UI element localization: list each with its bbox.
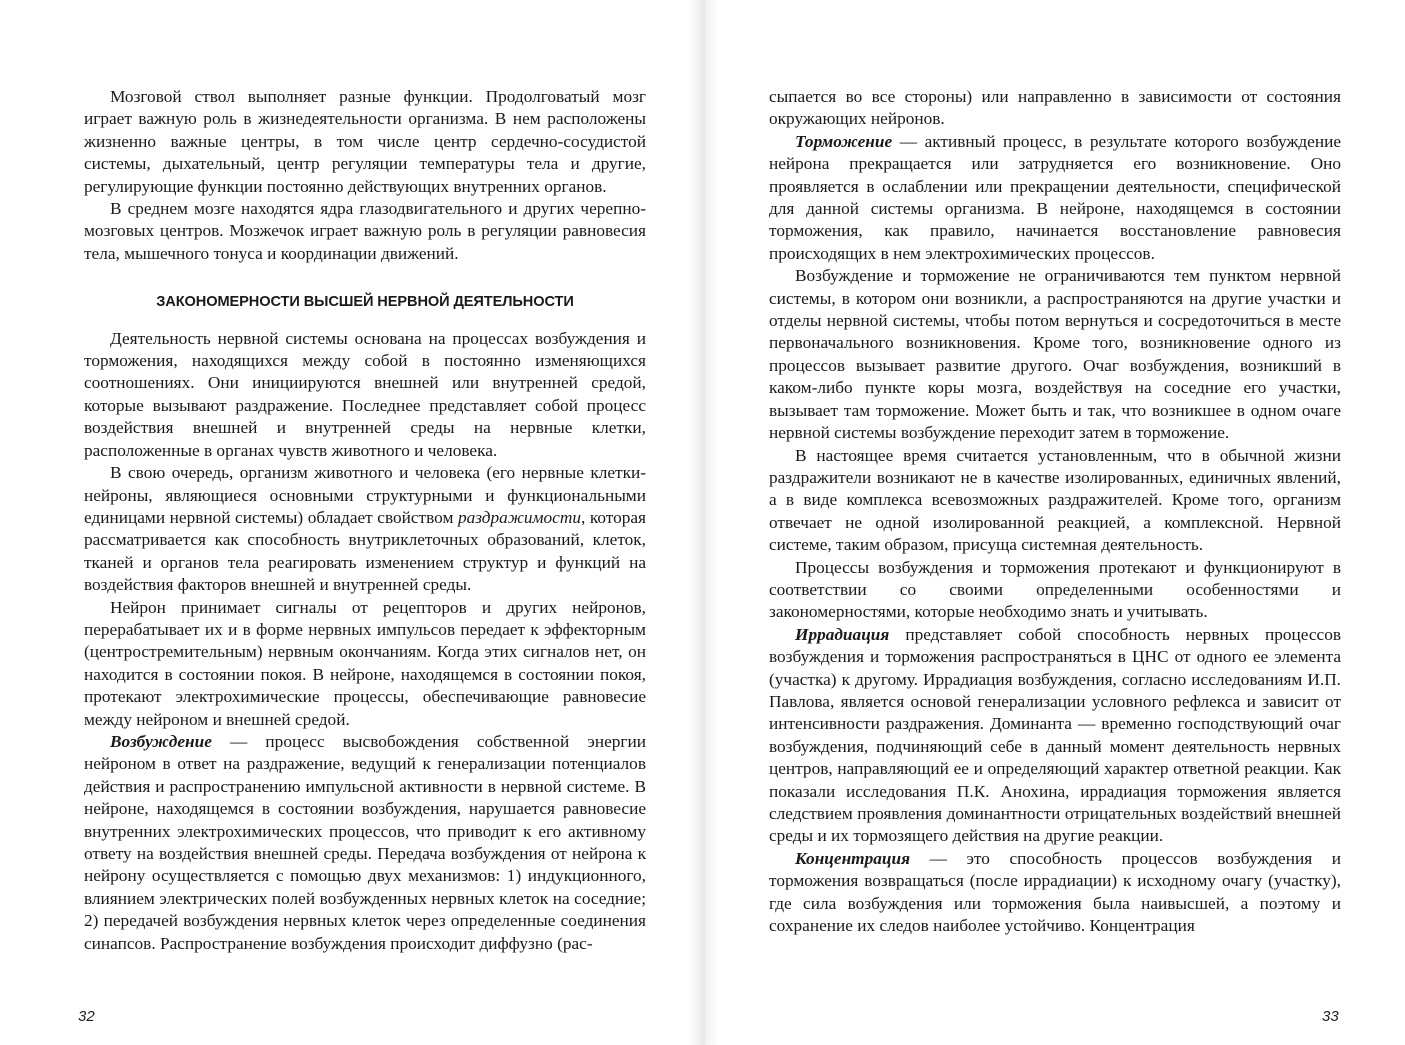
term-excitation: Возбуждение bbox=[110, 731, 212, 751]
paragraph-continuation: сыпается во все стороны) или направленно в зависимости от состояния окружающих нейронов. bbox=[769, 87, 1341, 129]
paragraph-spreading: Возбуждение и торможение не ограничиваются тем пунктом нервной системы, в котором они возникли, а распространяются на другие участки и отделы нервной системы, чтобы потом вернуться и сосредоточиться в месте первоначального возникновения. Кроме того, возникновение одного из процессов вызывает развитие другого. Очаг возбуждения, возникший в каком-либо пункте коры мозга, воздействуя на соседние его участки, вызывает там торможение. Может быть и так, что возникшее в одном очаге нервной системы возбуждение переходит затем в торможение. bbox=[769, 266, 1341, 443]
paragraph-inhibition bbox=[769, 131, 1341, 265]
book-gutter bbox=[688, 0, 718, 1045]
paragraph-complex-stimuli: В настоящее время считается установленным, что в обычной жизни раздражители возникают не в качестве изолированных, единичных явлений, а в виде комплекса всевозможных раздражителей. Кроме того, организм отвечает не одной изолированной реакцией, а комплексной. Нервной системе, таким образом, присуща системная деятельность. bbox=[769, 445, 1341, 555]
page-number-right: 33 bbox=[1322, 1008, 1339, 1025]
text-run: , которая рассматривается как способность внутриклеточных образований, клеток, тканей и органов тела реагировать изменением структур и функций на воздействия факторов внешней и внутренней среды. bbox=[84, 507, 647, 595]
paragraph-regularities: Процессы возбуждения и торможения протекают и функционируют в соответствии со своими определенными особенностями и закономерностями, которые необходимо знать и учитывать. bbox=[769, 557, 1341, 622]
page-number-left: 32 bbox=[78, 1008, 95, 1025]
paragraph-midbrain: В среднем мозге находятся ядра глазодвигательного и других черепно-мозговых центров. Мозжечок играет важную роль в регуляции равновесия тела, мышечного тонуса и координации движений. bbox=[84, 199, 646, 263]
paragraph-concentration bbox=[769, 848, 1341, 938]
term-irritability: раздражимости bbox=[457, 507, 581, 527]
paragraph-excitation bbox=[84, 731, 646, 955]
paragraph-irradiation bbox=[769, 624, 1341, 848]
term-irradiation: Иррадиация bbox=[795, 624, 890, 644]
text-run: — процесс высвобождения собственной энергии нейроном в ответ на раздражение, ведущий к генерализации потенциалов действия и распространению импульсной активности в нервной системе. В нейроне, находящемся в состоянии возбуждения, нарушается равновесие внутренних электрохимических процессов, что приводит к его активному ответу на воздействия внешней среды. Передача возбуждения от нейрона к нейрону осуществляется с помощью двух механизмов: 1) индукционного, влиянием электрических полей возбужденных нервных клеток на соседние; 2) передачей возбуждения нервных клеток через определенные соединения синапсов. Распространение возбуждения происходит диффузно (рас- bbox=[84, 731, 646, 953]
text-run: — активный процесс, в результате которого возбуждение нейрона прекращается или затрудняется его возникновение. Оно проявляется в ослаблении или прекращении деятельности, специфической для данной системы организма. В нейроне, находящемся в состоянии торможения, как правило, начинается восстановление равновесия происходящих в нем электрохимических процессов. bbox=[769, 131, 1341, 263]
text-run: представляет собой способность нервных процессов возбуждения и торможения распространяться в ЦНС от одного ее элемента (участка) к другому. Иррадиация возбуждения, согласно исследованиям И.П. Павлова, является основой генерализации условного рефлекса и зависит от интенсивности раздражения. Доминанта — временно господствующий очаг возбуждения, подчиняющий себе в данный момент деятельность нервных центров, направляющий ее и определяющий характер ответной реакции. Как показали исследования П.К. Анохина, иррадиация торможения является следствием проявления доминантности отрицательных воздействий внешней среды и их тормозящего действия на другие реакции. bbox=[769, 624, 1341, 846]
term-concentration: Концентрация bbox=[795, 848, 911, 868]
term-inhibition: Торможение bbox=[795, 131, 893, 151]
section-heading: ЗАКОНОМЕРНОСТИ ВЫСШЕЙ НЕРВНОЙ ДЕЯТЕЛЬНОСТИ bbox=[156, 294, 574, 311]
paragraph-neuron: Нейрон принимает сигналы от рецепторов и других нейронов, перерабатывает их и в форме нервных импульсов передает к эффекторным (центростремительным) нервным окончаниям. Когда этих сигналов нет, он находится в состоянии покоя. В нейроне, находящемся в состоянии покоя, протекают электрохимические процессы, обеспечивающие равновесие между нейроном и внешней средой. bbox=[84, 597, 646, 729]
paragraph-brainstem: Мозговой ствол выполняет разные функции. Продолговатый мозг играет важную роль в жизнедеятельности организма. В нем расположены жизненно важные центры, в том числе центр сердечно-сосудистой системы, дыхательный, центр регуляции температуры тела и другие, регулирующие функции постоянно действующих внутренних органов. bbox=[84, 87, 646, 196]
text-run: — это способность процессов возбуждения и торможения возвращаться (после иррадиации) к исходному очагу (участку), где сила возбуждения или торможения была наивысшей, а поэтому и сохранение их следов наиболее устойчиво. Концентрация bbox=[769, 848, 1341, 936]
text-run: В свою очередь, организм животного и человека (его нервные клетки-нейроны, являющиеся основными структурными и функциональными единицами нервной системы) обладает свойством bbox=[84, 463, 646, 527]
right-page bbox=[769, 86, 1341, 937]
paragraph-nervous-activity: Деятельность нервной системы основана на процессах возбуждения и торможения, находящихся между собой в постоянно изменяющихся соотношениях. Они инициируются внешней или внутренней средой, которые вызывают раздражение. Последнее представляет собой процесс воздействия внешней и внутренней среды на нервные клетки, расположенные в органах чувств животного и человека. bbox=[84, 328, 646, 460]
paragraph-irritability bbox=[84, 462, 646, 596]
left-page bbox=[84, 86, 646, 955]
